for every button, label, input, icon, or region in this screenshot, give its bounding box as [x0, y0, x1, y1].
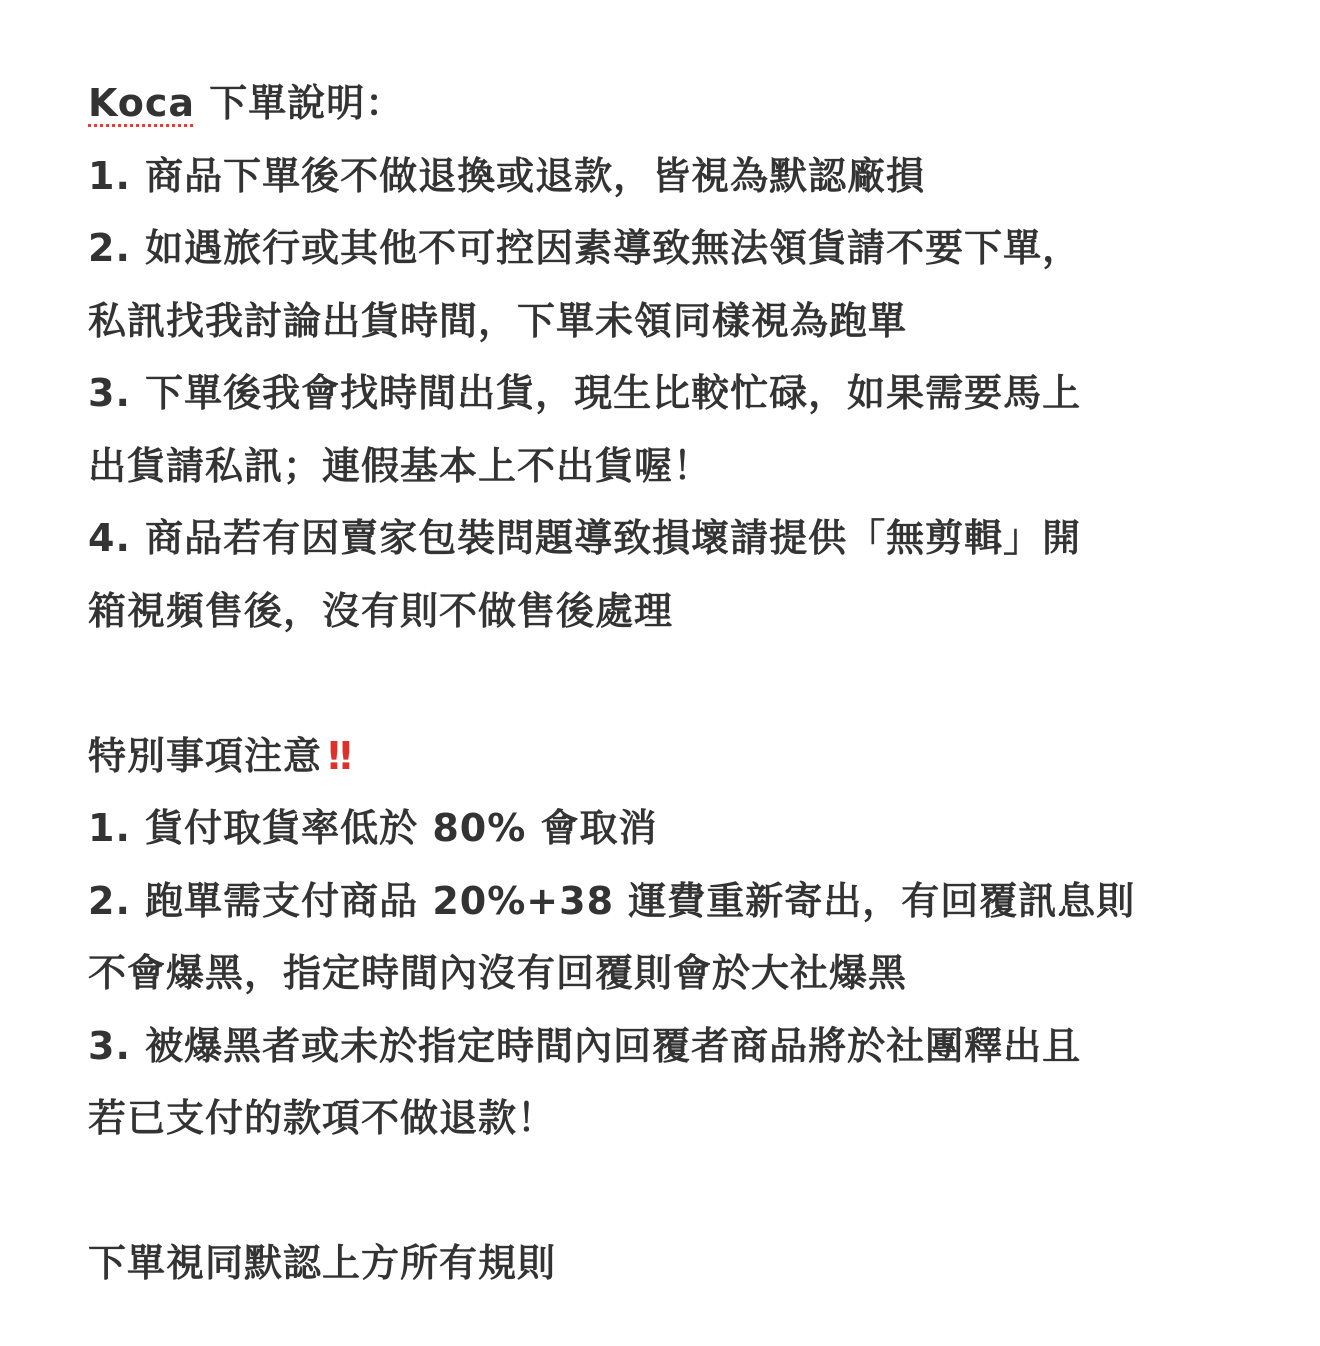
order-note-line: 私訊找我討論出貨時間，下單未領同樣視為跑單 — [88, 298, 908, 343]
section-spacer — [88, 1158, 1268, 1231]
order-notes-title-text: 下單說明： — [195, 81, 405, 125]
order-note-line: 2. 如遇旅行或其他不可控因素導致無法領貨請不要下單， — [88, 226, 1082, 270]
order-note-line: 箱視頻售後，沒有則不做售後處理 — [88, 588, 674, 633]
special-note-line: 不會爆黑，指定時間內沒有回覆則會於大社爆黑 — [88, 951, 908, 995]
order-note-line: 出貨請私訊；連假基本上不出貨喔！ — [88, 443, 713, 488]
order-note-line: 4. 商品若有因賣家包裝問題導致損壞請提供「無剪輯」開 — [88, 516, 1082, 560]
special-notes-title — [88, 723, 1268, 796]
special-note-line: 2. 跑單需支付商品 20%+38 運費重新寄出，有回覆訊息則 — [88, 878, 1136, 923]
closing-statement: 下單視同默認上方所有規則 — [88, 1241, 557, 1285]
special-note-line: 1. 貨付取貨率低於 80% 會取消 — [88, 806, 658, 850]
special-note-line: 若已支付的款項不做退款！ — [88, 1096, 557, 1140]
section-spacer — [88, 650, 1268, 723]
order-note-line: 1. 商品下單後不做退換或退款，皆視為默認廠損 — [88, 153, 926, 198]
order-rules-document — [88, 70, 1268, 1303]
special-note-line: 3. 被爆黑者或未於指定時間內回覆者商品將於社團釋出且 — [88, 1023, 1082, 1068]
double-exclamation-icon: ‼ — [328, 733, 346, 778]
order-note-line: 3. 下單後我會找時間出貨，現生比較忙碌，如果需要馬上 — [88, 371, 1082, 415]
order-notes-title — [88, 70, 1268, 143]
special-notes-title-text: 特別事項注意 — [88, 733, 323, 778]
brand-name: Koca — [88, 81, 196, 125]
